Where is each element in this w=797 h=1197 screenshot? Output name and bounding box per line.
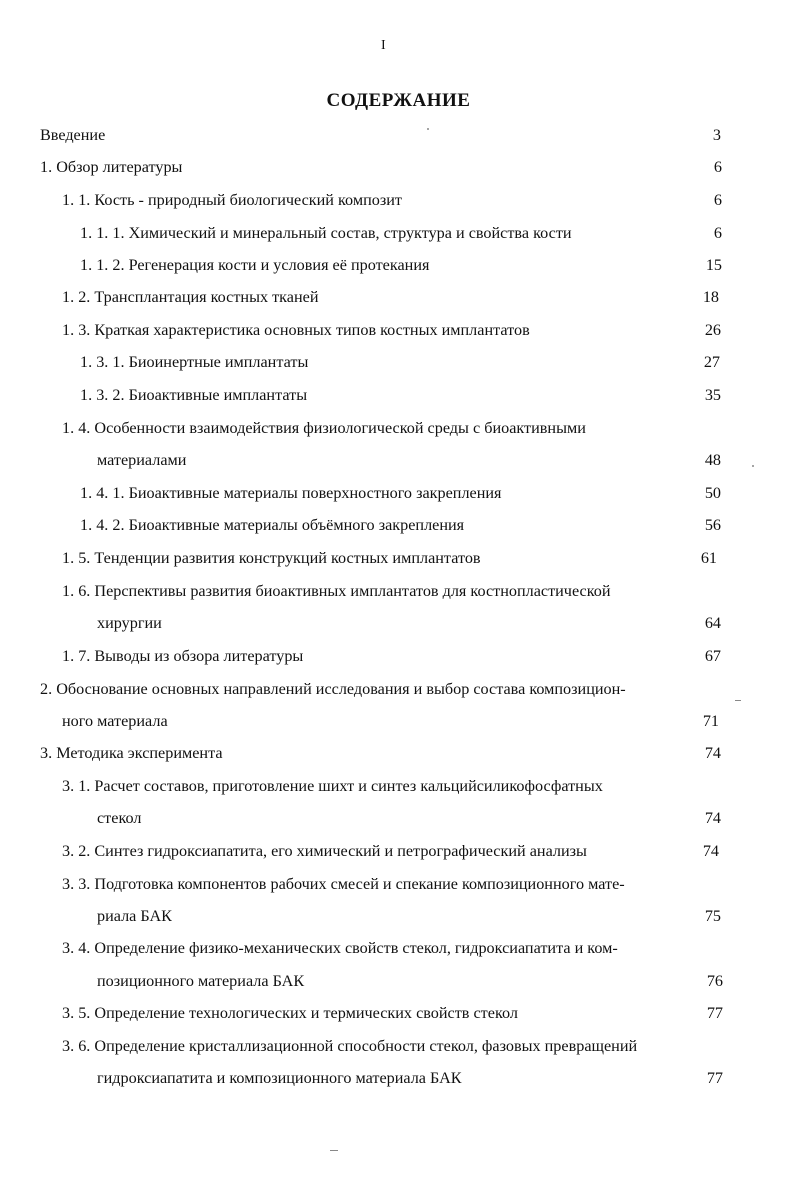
scan-speck (735, 700, 741, 701)
scan-speck (427, 128, 429, 130)
toc-entry-text: 1. 2. Трансплантация костных тканей (62, 288, 319, 306)
toc-entry-text: 1. 5. Тенденции развития конструкций костных имплантатов (62, 549, 481, 567)
toc-entry-page: 56 (704, 516, 721, 534)
toc-entry-text: 1. Обзор литературы (40, 158, 183, 176)
toc-entry-page: 67 (704, 647, 721, 665)
toc-entry-text: 1. 1. 1. Химический и минеральный состав, структура и свойства кости (80, 224, 572, 242)
toc-entry-text-continued: хирургии (97, 614, 162, 632)
toc-entry-page: 15 (705, 256, 722, 274)
toc-entry-text-continued: материалами (97, 451, 187, 469)
toc-entry-page: 71 (702, 712, 719, 730)
toc-entry-text: 1. 7. Выводы из обзора литературы (62, 647, 304, 665)
toc-entry-page: 18 (702, 288, 719, 306)
toc-entry-text: 3. 3. Подготовка компонентов рабочих смесей и спекание композиционного мате- (62, 875, 625, 893)
toc-entry-page: 6 (713, 191, 722, 209)
toc-entry-text: 3. 1. Расчет составов, приготовление шихт и синтез кальцийсиликофосфатных (62, 777, 603, 795)
toc-entry-text: 1. 4. 2. Биоактивные материалы объёмного закрепления (80, 516, 465, 534)
toc-entry-text-continued: ного материала (62, 712, 168, 730)
toc-entry-page: 50 (704, 484, 721, 502)
toc-entry-page: 74 (704, 744, 721, 762)
toc-entry-page: 61 (700, 549, 717, 567)
toc-entry-text: 3. 2. Синтез гидроксиапатита, его химический и петрографический анализы (62, 842, 587, 860)
toc-entry-text: 1. 4. Особенности взаимодействия физиологической среды с биоактивными (62, 419, 586, 437)
toc-entry-text-continued: позиционного материала БАК (97, 972, 305, 990)
scan-speck (752, 465, 754, 467)
toc-entry-text: 1. 3. 1. Биоинертные имплантаты (80, 353, 309, 371)
toc-entry-page: 77 (706, 1069, 723, 1087)
toc-entry-page: 74 (702, 842, 719, 860)
toc-entry-text-continued: риала БАК (97, 907, 172, 925)
page-number: I (381, 38, 386, 53)
toc-entry-text: 2. Обоснование основных направлений исследования и выбор состава композицион- (40, 680, 626, 698)
toc-entry-text: 1. 3. 2. Биоактивные имплантаты (80, 386, 308, 404)
toc-entry-page: 6 (713, 158, 722, 176)
toc-entry-text: 1. 4. 1. Биоактивные материалы поверхностного закрепления (80, 484, 502, 502)
toc-entry-page: 35 (704, 386, 721, 404)
toc-entry-text: Введение (40, 126, 106, 144)
toc-entry-page: 48 (704, 451, 721, 469)
toc-entry-page: 75 (704, 907, 721, 925)
toc-entry-page: 26 (704, 321, 721, 339)
toc-entry-text: 3. Методика эксперимента (40, 744, 223, 762)
toc-entry-text: 3. 4. Определение физико-механических свойств стекол, гидроксиапатита и ком- (62, 939, 618, 957)
toc-entry-text: 1. 3. Краткая характеристика основных типов костных имплантатов (62, 321, 530, 339)
toc-entry-text: 1. 6. Перспективы развития биоактивных имплантатов для костнопластической (62, 582, 611, 600)
toc-entry-text: 1. 1. Кость - природный биологический композит (62, 191, 402, 209)
page-title: СОДЕРЖАНИЕ (326, 90, 471, 111)
toc-entry-text: 3. 6. Определение кристаллизационной способности стекол, фазовых превращений (62, 1037, 638, 1055)
scan-speck (330, 1150, 338, 1151)
toc-entry-page: 3 (712, 126, 721, 144)
toc-entry-text-continued: стекол (97, 809, 142, 827)
toc-entry-page: 76 (706, 972, 723, 990)
toc-entry-page: 74 (704, 809, 721, 827)
toc-entry-page: 77 (706, 1004, 723, 1022)
toc-entry-text: 1. 1. 2. Регенерация кости и условия её протекания (80, 256, 430, 274)
toc-entry-page: 64 (704, 614, 721, 632)
toc-entry-page: 6 (713, 224, 722, 242)
toc-entry-text: 3. 5. Определение технологических и термических свойств стекол (62, 1004, 518, 1022)
toc-entry-page: 27 (703, 353, 720, 371)
toc-entry-text-continued: гидроксиапатита и композиционного материала БАК (97, 1069, 462, 1087)
